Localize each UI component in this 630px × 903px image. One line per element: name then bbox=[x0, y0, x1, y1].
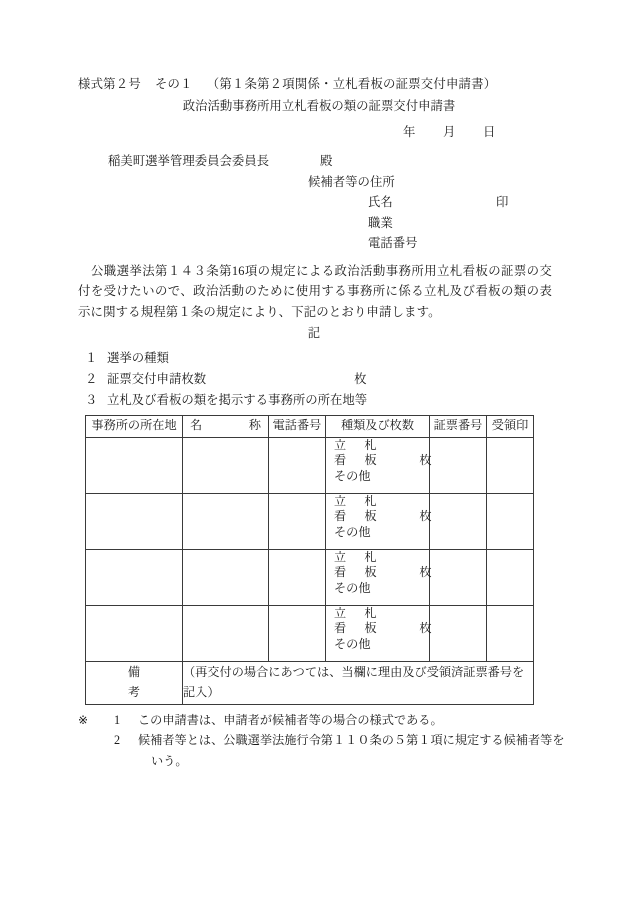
footnote-2-continuation: いう。 bbox=[151, 753, 188, 768]
column-header-kind-count: 種類及び枚数 bbox=[326, 415, 430, 437]
item-label: 立札及び看板の類を掲示する事務所の所在地等 bbox=[107, 392, 368, 407]
item-label: 選挙の種類 bbox=[107, 350, 169, 365]
kind-line-tatefuda: 立 札 bbox=[334, 493, 380, 508]
cell-kind-count[interactable] bbox=[326, 605, 430, 661]
cell-phone[interactable] bbox=[269, 493, 326, 549]
kind-line-other: その他 bbox=[334, 468, 371, 483]
kind-line-kanban: 看 板 枚 bbox=[334, 565, 432, 579]
footnote-number: 1 bbox=[114, 712, 121, 727]
kind-line-other: その他 bbox=[334, 580, 371, 595]
addressee-name: 稲美町選挙管理委員会委員長 bbox=[108, 154, 270, 168]
item-number: ２ bbox=[85, 371, 98, 386]
item-certificate-count bbox=[78, 369, 552, 390]
cell-phone[interactable] bbox=[269, 437, 326, 493]
table-row bbox=[86, 605, 534, 661]
table-header-row bbox=[86, 415, 534, 437]
cell-phone[interactable] bbox=[269, 549, 326, 605]
item-office-locations bbox=[78, 390, 552, 411]
seal-label: 印 bbox=[496, 195, 509, 209]
cell-certificate-number[interactable] bbox=[430, 493, 487, 549]
item-number: ３ bbox=[85, 392, 98, 407]
form-sub-number: その１ bbox=[154, 77, 193, 91]
date-month-label: 月 bbox=[443, 125, 456, 139]
kind-line-tatefuda: 立 札 bbox=[334, 437, 380, 452]
item-election-type bbox=[78, 348, 552, 369]
cell-receipt-seal[interactable] bbox=[487, 493, 534, 549]
table-row bbox=[86, 493, 534, 549]
form-reference: （第１条第２項関係・立札看板の証票交付申請書） bbox=[206, 77, 497, 91]
cell-kind-count[interactable] bbox=[326, 549, 430, 605]
table-row bbox=[86, 549, 534, 605]
item-number: １ bbox=[85, 350, 98, 365]
footnote-2 bbox=[78, 730, 565, 751]
applicant-name-row bbox=[78, 192, 552, 213]
addressee-block bbox=[78, 151, 552, 254]
applicant-occupation-label: 職業 bbox=[368, 215, 393, 230]
kind-line-other: その他 bbox=[334, 636, 371, 651]
applicant-address-row bbox=[78, 172, 552, 193]
addressee-honorific: 殿 bbox=[320, 154, 333, 168]
footnote-1 bbox=[78, 710, 552, 731]
remarks-row bbox=[86, 661, 534, 704]
item-unit: 枚 bbox=[354, 371, 367, 386]
cell-certificate-number[interactable] bbox=[430, 605, 487, 661]
cell-receipt-seal[interactable] bbox=[487, 605, 534, 661]
date-day-label: 日 bbox=[483, 125, 496, 139]
column-header-name-text: 名 称 bbox=[190, 417, 261, 432]
footnote-text: 候補者等とは、公職選挙法施行令第１１０条の５第１項に規定する候補者等を bbox=[138, 733, 565, 747]
page-title: 政治活動事務所用立札看板の類の証票交付申請書 bbox=[182, 99, 456, 113]
document-content bbox=[78, 74, 565, 771]
kind-line-other: その他 bbox=[334, 524, 371, 539]
footnotes bbox=[78, 710, 565, 772]
cell-name[interactable] bbox=[183, 437, 269, 493]
applicant-phone-label: 電話番号 bbox=[368, 236, 418, 250]
cell-name[interactable] bbox=[183, 549, 269, 605]
footnote-text: この申請書は、申請者が候補者等の場合の様式である。 bbox=[138, 712, 443, 727]
addressee-row bbox=[78, 151, 552, 172]
column-header-name bbox=[183, 415, 269, 437]
table-row bbox=[86, 437, 534, 493]
numbered-items bbox=[78, 348, 552, 411]
date-line bbox=[78, 122, 552, 142]
applicant-name-label: 氏名 bbox=[368, 195, 393, 209]
kind-line-kanban: 看 板 枚 bbox=[334, 509, 432, 523]
column-header-receipt-seal: 受領印 bbox=[487, 415, 534, 437]
footnote-mark: ※ bbox=[78, 712, 89, 727]
cell-location[interactable] bbox=[86, 549, 183, 605]
cell-location[interactable] bbox=[86, 493, 183, 549]
cell-kind-count[interactable] bbox=[326, 493, 430, 549]
date-year-label: 年 bbox=[403, 125, 416, 139]
cell-location[interactable] bbox=[86, 437, 183, 493]
table-body bbox=[86, 437, 534, 704]
kind-line-tatefuda: 立 札 bbox=[334, 605, 380, 620]
cell-receipt-seal[interactable] bbox=[487, 549, 534, 605]
cell-kind-count[interactable] bbox=[326, 437, 430, 493]
cell-phone[interactable] bbox=[269, 605, 326, 661]
cell-receipt-seal[interactable] bbox=[487, 437, 534, 493]
cell-name[interactable] bbox=[183, 605, 269, 661]
cell-name[interactable] bbox=[183, 493, 269, 549]
applicant-occupation-row bbox=[78, 213, 552, 234]
cell-certificate-number[interactable] bbox=[430, 437, 487, 493]
office-table bbox=[85, 415, 534, 705]
item-label: 証票交付申請枚数 bbox=[107, 371, 207, 386]
cell-location[interactable] bbox=[86, 605, 183, 661]
applicant-address-label: 候補者等の住所 bbox=[308, 174, 395, 189]
kind-line-kanban: 看 板 枚 bbox=[334, 621, 432, 635]
kind-line-tatefuda: 立 札 bbox=[334, 549, 380, 564]
remarks-label bbox=[86, 661, 183, 704]
form-number-line bbox=[78, 74, 552, 94]
footnote-number: 2 bbox=[114, 733, 121, 747]
form-number: 様式第２号 bbox=[78, 77, 141, 91]
body-paragraph: 公職選挙法第１４３条第16項の規定による政治活動事務所用立札看板の証票の交付を受けたいので、政治活動のために使用する事務所に係る立札及び看板の類の表示に関する規程第１条の規定により、下記のとおり申請します。 bbox=[78, 263, 552, 319]
kiroku-marker: 記 bbox=[307, 326, 321, 340]
remarks-label-char2: 考 bbox=[127, 684, 141, 699]
cell-certificate-number[interactable] bbox=[430, 549, 487, 605]
remarks-label-char1: 備 bbox=[127, 664, 141, 679]
column-header-location: 事務所の所在地 bbox=[86, 415, 183, 437]
remarks-body[interactable]: （再交付の場合にあつては、当欄に理由及び受領済証票番号を記入） bbox=[183, 661, 534, 704]
kind-line-kanban: 看 板 枚 bbox=[334, 453, 432, 467]
column-header-certificate-number: 証票番号 bbox=[430, 415, 487, 437]
applicant-phone-row bbox=[78, 233, 552, 254]
column-header-phone: 電話番号 bbox=[269, 415, 326, 437]
